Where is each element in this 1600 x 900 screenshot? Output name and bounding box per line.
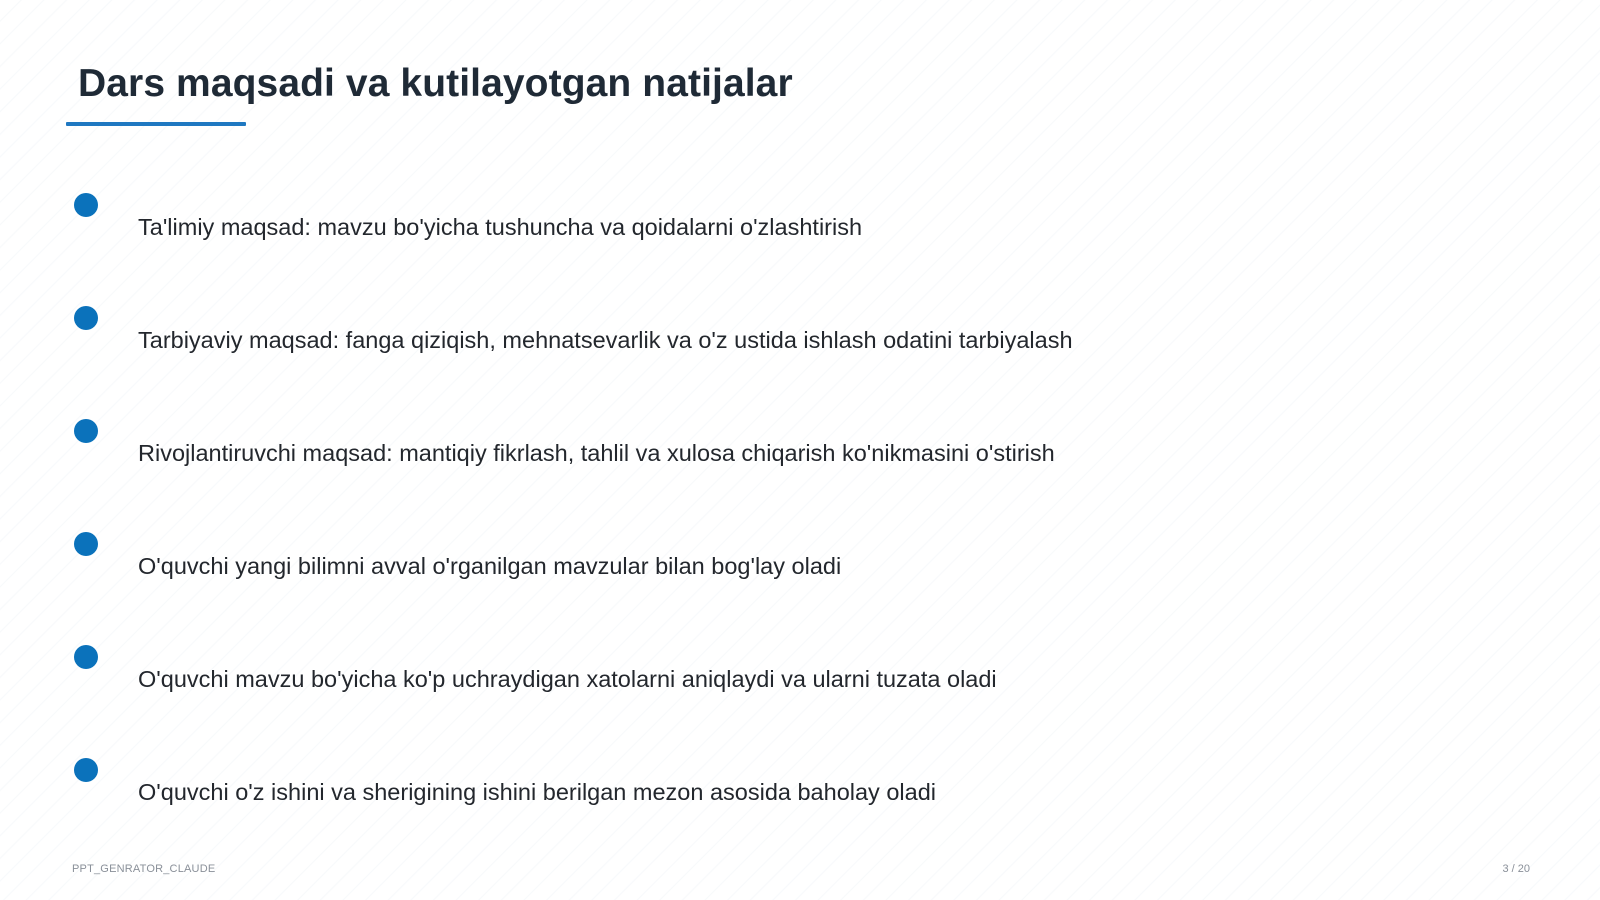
bullet-text: O'quvchi mavzu bo'yicha ko'p uchraydigan xatolarni aniqlaydi va ularni tuzata oladi <box>138 666 997 692</box>
bullet-dot-icon <box>74 306 98 330</box>
bullet-dot-icon <box>74 532 98 556</box>
bullet-text: O'quvchi o'z ishini va sherigining ishini berilgan mezon asosida baholay oladi <box>138 779 936 805</box>
bullet-item <box>0 529 1600 629</box>
bullet-text: Ta'limiy maqsad: mavzu bo'yicha tushuncha va qoidalarni o'zlashtirish <box>138 214 863 240</box>
footer-label: PPT_GENRATOR_CLAUDE <box>72 863 216 875</box>
bullet-item <box>0 416 1600 516</box>
bullet-dot-icon <box>74 645 98 669</box>
bullet-text: Tarbiyaviy maqsad: fanga qiziqish, mehnatsevarlik va o'z ustida ishlash odatini tarbiyalash <box>138 327 1073 353</box>
bullet-item <box>0 303 1600 403</box>
bullet-text: O'quvchi yangi bilimni avval o'rganilgan mavzular bilan bog'lay oladi <box>138 553 842 579</box>
bullet-item <box>0 190 1600 290</box>
bullet-text: Rivojlantiruvchi maqsad: mantiqiy fikrlash, tahlil va xulosa chiqarish ko'nikmasini o'stirish <box>138 440 1055 466</box>
bullet-item <box>0 755 1600 855</box>
bullet-dot-icon <box>74 419 98 443</box>
bullet-dot-icon <box>74 193 98 217</box>
bullet-dot-icon <box>74 758 98 782</box>
slide-title: Dars maqsadi va kutilayotgan natijalar <box>78 62 793 105</box>
page-number: 3 / 20 <box>1502 863 1530 875</box>
bullet-item <box>0 642 1600 742</box>
